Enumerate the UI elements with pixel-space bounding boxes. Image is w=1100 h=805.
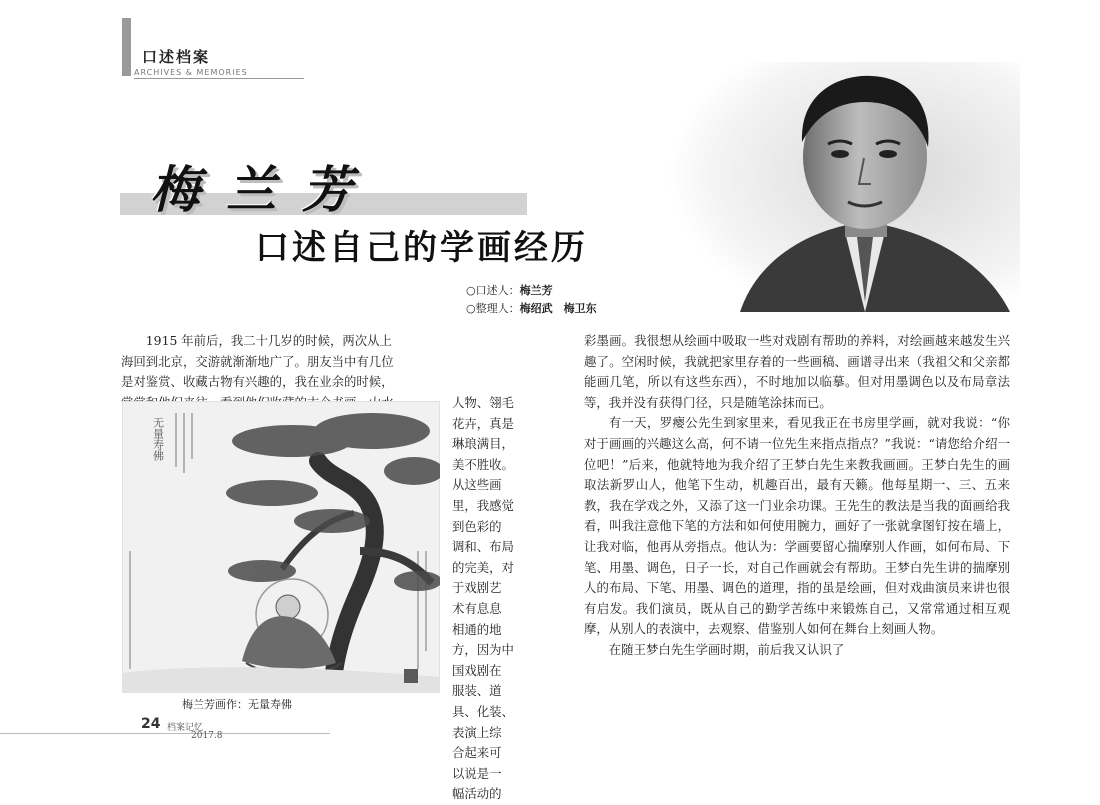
credit-label: ○口述人： bbox=[466, 284, 520, 297]
body-line: 国戏剧在 bbox=[452, 662, 502, 678]
body-line: 幅活动的 bbox=[452, 786, 502, 802]
body-line: 具、化装、 bbox=[452, 703, 514, 719]
body-line: 术有息息 bbox=[452, 600, 502, 616]
footer-rule bbox=[0, 733, 330, 734]
body-line: 到色彩的 bbox=[452, 518, 502, 534]
portrait-photo bbox=[650, 62, 1020, 312]
issue-number: 2017.8 bbox=[191, 731, 223, 741]
body-line: 服装、道 bbox=[452, 683, 502, 699]
page-number: 24 bbox=[141, 716, 161, 732]
body-line: 琳琅满目， bbox=[452, 436, 514, 452]
section-accent-bar bbox=[122, 18, 131, 76]
body-line: 于戏剧艺 bbox=[452, 580, 502, 596]
body-paragraph: 在随王梦白先生学画时期，前后我又认识了 bbox=[608, 641, 845, 657]
figure-caption: 梅兰芳画作：无量寿佛 bbox=[182, 698, 292, 711]
body-line: 里，我感觉 bbox=[452, 497, 514, 513]
section-title: 口述档案 bbox=[142, 48, 211, 66]
body-line: 相通的地 bbox=[452, 621, 502, 637]
body-line: 表演上综 bbox=[452, 724, 502, 740]
article-title: 梅兰芳 bbox=[150, 160, 378, 219]
body-line: 海回到北京，交游就渐渐地广了。朋友当中有几位 bbox=[121, 353, 394, 369]
header-rule bbox=[134, 78, 304, 79]
body-line: 人物、翎毛 bbox=[452, 395, 514, 410]
painting-inscription: 无量寿佛 bbox=[151, 417, 165, 461]
body-paragraph: 有一天，罗瘿公先生到家里来，看见我正在书房里学画，就对我说：“你对于画画的兴趣这么高，何不请一位先生来指点指点？”我说：“请您给介绍一位吧！”后来，他就特地为我介绍了王梦白先生来教我画画。王梦白先生的画取法新罗山人，他笔下生动，机趣百出，最有天籁。他每星期一、三、五来教，我在学戏之外，又添了这一门业余功课。王先生的教法是当我的面画给我看，叫我注意他下笔的方法和如何使用腕力，画好了一张就拿图钉按在墙上，让我对临，他再从旁指点。他认为：学画要留心揣摩别人作画，如何布局、下笔、用墨、调色，日子一长，对自己作画就会有帮助。王梦白先生讲的揣摩别人的布局、下笔、用墨、调色的道理，指的虽是绘画，但对戏曲演员来讲也很有启发。我们演员，既从自己的勤学苦练中来锻炼自己，又常常通过相互观摩，从别人的表演中，去观察、借鉴别人如何在舞台上刻画人物。 bbox=[584, 415, 1010, 637]
body-line: 以说是一 bbox=[452, 765, 502, 781]
credit-name: 梅兰芳 bbox=[519, 284, 553, 297]
painting-figure bbox=[122, 401, 440, 693]
section-subtitle: ARCHIVES & MEMORIES bbox=[134, 68, 248, 77]
body-line: 从这些画 bbox=[452, 477, 502, 493]
editor-credit bbox=[466, 300, 597, 316]
body-line: 1915 年前后，我二十几岁的时候，两次从上 bbox=[145, 333, 392, 348]
body-line: 美不胜收。 bbox=[452, 456, 514, 472]
body-line: 的完美，对 bbox=[452, 559, 514, 575]
body-paragraph: 彩墨画。我很想从绘画中吸取一些对戏剧有帮助的养料，对绘画越来越发生兴趣了。空闲时候，我就把家里存着的一些画稿、画谱寻出来（我祖父和父亲都能画几笔，所以有这些东西），不时地加以临摹。但对用墨调色以及布局章法等，我并没有获得门径，只是随笔涂抹而已。 bbox=[584, 333, 1010, 410]
credit-name: 梅绍武 梅卫东 bbox=[519, 302, 597, 315]
body-line: 调和、布局 bbox=[452, 539, 514, 555]
body-left-narrow bbox=[452, 393, 550, 805]
magazine-name: 档案记忆 bbox=[167, 723, 204, 733]
narrator-credit bbox=[466, 282, 553, 298]
credit-label: ○整理人： bbox=[466, 302, 520, 315]
body-right-column bbox=[584, 331, 1010, 661]
body-line: 花卉，真是 bbox=[452, 415, 514, 431]
body-line: 合起来可 bbox=[452, 745, 502, 761]
article-subtitle: 口述自己的学画经历 bbox=[255, 228, 588, 268]
body-line: 方，因为中 bbox=[452, 642, 514, 658]
body-line: 是对鉴赏、收藏古物有兴趣的，我在业余的时候， bbox=[121, 374, 394, 390]
